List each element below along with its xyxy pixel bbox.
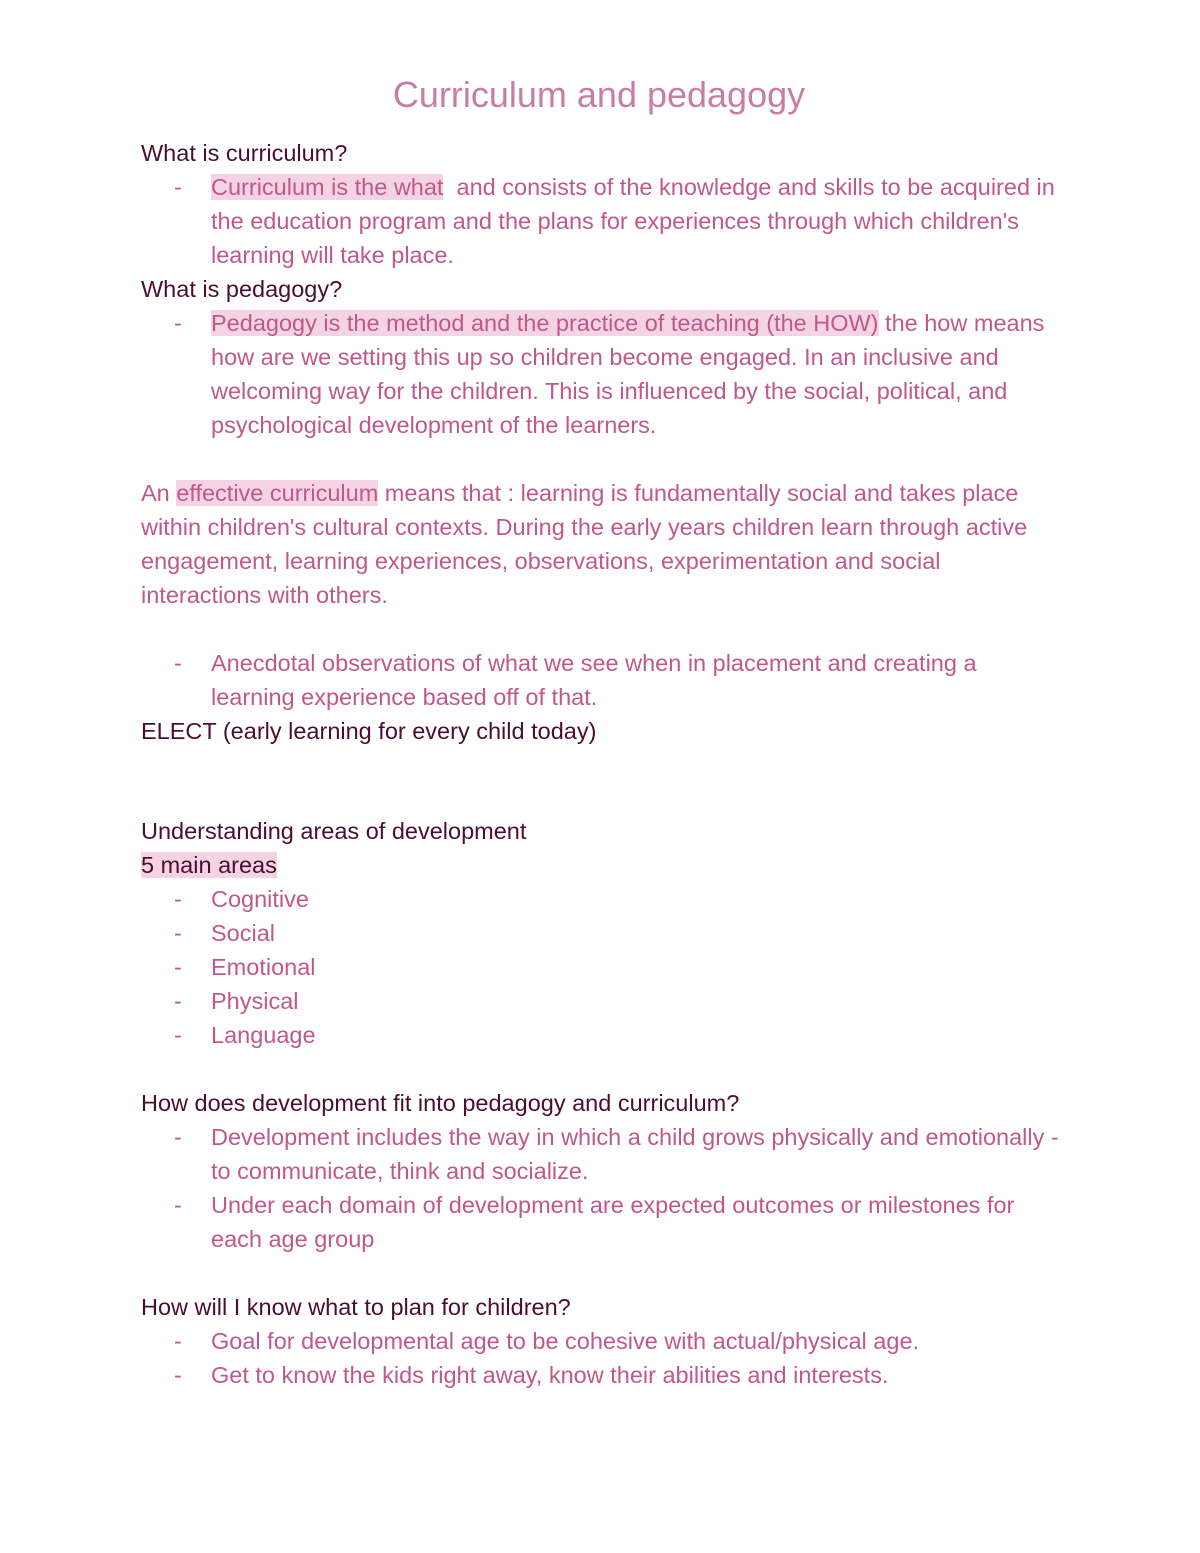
list-item-text: Under each domain of development are expected outcomes or milestones for each age group	[211, 1192, 1015, 1252]
dash-bullet: -	[174, 954, 182, 980]
dash-bullet: -	[174, 1192, 182, 1218]
dash-bullet: -	[174, 310, 182, 336]
list-item-text: Get to know the kids right away, know their abilities and interests.	[211, 1362, 889, 1388]
list-item	[141, 306, 1061, 442]
list-item	[141, 1324, 1061, 1358]
paragraph-prefix: An	[141, 480, 177, 506]
anecdotal-list	[141, 646, 1061, 714]
dash-bullet: -	[174, 1124, 182, 1150]
list-item-physical	[141, 984, 1061, 1018]
fit-list	[141, 1120, 1061, 1256]
highlight-text: 5 main areas	[141, 852, 277, 878]
list-item-text: Cognitive	[211, 886, 309, 912]
list-item-social	[141, 916, 1061, 950]
spacer	[141, 1052, 1061, 1086]
list-item-emotional	[141, 950, 1061, 984]
highlight-text: Curriculum is the what	[211, 174, 444, 200]
list-item-text: Emotional	[211, 954, 316, 980]
document-page	[141, 72, 1061, 1392]
spacer	[141, 1256, 1061, 1290]
list-item-text: Development includes the way in which a child grows physically and emotionally - to communicate, think and socialize.	[211, 1124, 1059, 1184]
document-title: Curriculum and pedagogy	[392, 74, 806, 115]
spacer	[141, 748, 1061, 814]
list-item	[141, 1188, 1061, 1256]
list-item-text: and consists of the knowledge and skills to be acquired in the education program and the plans for experiences through which children's learning will take place.	[211, 174, 1062, 268]
dash-bullet: -	[174, 1362, 182, 1388]
heading-what-is-curriculum: What is curriculum?	[141, 140, 348, 166]
pedagogy-list	[141, 306, 1061, 442]
areas-list	[141, 882, 1061, 1052]
dash-bullet: -	[174, 886, 182, 912]
list-item	[141, 1120, 1061, 1188]
highlight-text: Pedagogy is the method and the practice of teaching (the HOW)	[211, 310, 879, 336]
dash-bullet: -	[174, 650, 182, 676]
effective-curriculum-paragraph	[141, 476, 1061, 612]
list-item-text: the how means how are we setting this up so children become engaged. In an inclusive and welcoming way for the children. This is influenced by the social, political, and psychological development of the learners.	[211, 310, 1045, 438]
list-item-text: Social	[211, 920, 276, 946]
dash-bullet: -	[174, 174, 182, 200]
spacer	[141, 612, 1061, 646]
list-item	[141, 646, 1061, 714]
subheading-main-areas	[141, 848, 1061, 882]
list-item-text: Physical	[211, 988, 299, 1014]
list-item	[141, 170, 1061, 272]
list-item-text: Anecdotal observations of what we see when in placement and creating a learning experience based off of that.	[211, 650, 977, 710]
list-item	[141, 1358, 1061, 1392]
plan-list	[141, 1324, 1061, 1392]
dash-bullet: -	[174, 1328, 182, 1354]
heading-areas-of-development: Understanding areas of development	[141, 818, 527, 844]
list-item-cognitive	[141, 882, 1061, 916]
dash-bullet: -	[174, 1022, 182, 1048]
heading-what-is-pedagogy: What is pedagogy?	[141, 276, 343, 302]
heading-development-fit: How does development fit into pedagogy and curriculum?	[141, 1090, 740, 1116]
list-item-text: Language	[211, 1022, 316, 1048]
list-item-text: Goal for developmental age to be cohesive with actual/physical age.	[211, 1328, 920, 1354]
highlight-text: effective curriculum	[176, 480, 379, 506]
dash-bullet: -	[174, 988, 182, 1014]
spacer	[141, 442, 1061, 476]
dash-bullet: -	[174, 920, 182, 946]
heading-plan-for-children: How will I know what to plan for children?	[141, 1294, 571, 1320]
elect-line: ELECT (early learning for every child today)	[141, 718, 597, 744]
list-item-language	[141, 1018, 1061, 1052]
curriculum-list	[141, 170, 1061, 272]
paragraph-text: means that : learning is fundamentally social and takes place within children's cultural contexts. During the early years children learn through active engagement, learning experiences, observations, experimentation and social interactions with others.	[141, 480, 1028, 608]
